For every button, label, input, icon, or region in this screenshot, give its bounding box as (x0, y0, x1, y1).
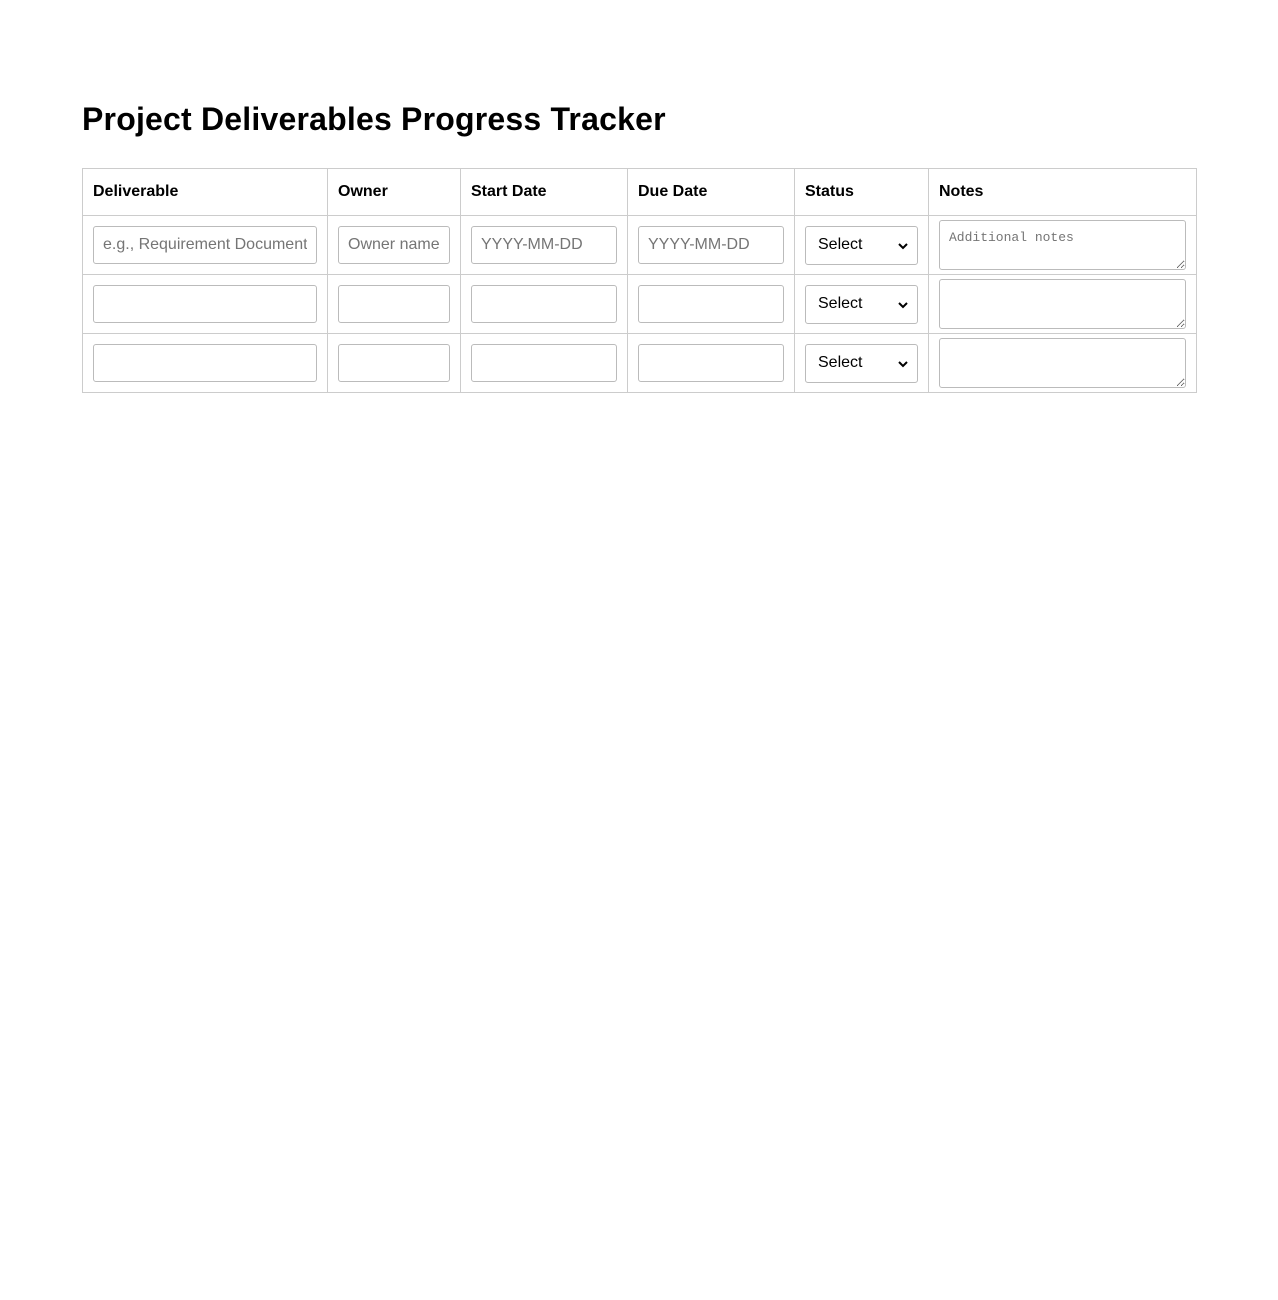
deliverable-cell (83, 216, 328, 275)
status-select-value: Select (818, 236, 863, 253)
column-header-owner: Owner (328, 169, 461, 216)
owner-cell (328, 216, 461, 275)
status-select[interactable] (805, 285, 918, 324)
start-date-input[interactable] (471, 344, 617, 382)
deliverable-cell (83, 334, 328, 393)
start-date-cell (461, 216, 628, 275)
deliverables-table (82, 168, 1197, 393)
column-header-due-date: Due Date (628, 169, 795, 216)
deliverable-cell (83, 275, 328, 334)
notes-textarea[interactable] (939, 338, 1186, 388)
due-date-cell (628, 216, 795, 275)
start-date-input[interactable] (471, 285, 617, 323)
status-select[interactable] (805, 226, 918, 265)
deliverable-input[interactable] (93, 226, 317, 264)
notes-cell (929, 216, 1197, 275)
status-cell (795, 275, 929, 334)
owner-input[interactable] (338, 285, 450, 323)
owner-input[interactable] (338, 226, 450, 264)
notes-cell (929, 334, 1197, 393)
table-row (83, 334, 1197, 393)
due-date-input[interactable] (638, 285, 784, 323)
deliverable-input[interactable] (93, 344, 317, 382)
page-title: Project Deliverables Progress Tracker (82, 101, 666, 137)
status-cell (795, 334, 929, 393)
status-cell (795, 216, 929, 275)
deliverable-input[interactable] (93, 285, 317, 323)
table-header-row (83, 169, 1197, 216)
owner-cell (328, 334, 461, 393)
chevron-down-icon (897, 239, 909, 251)
due-date-cell (628, 275, 795, 334)
owner-cell (328, 275, 461, 334)
start-date-cell (461, 334, 628, 393)
table-row (83, 216, 1197, 275)
start-date-cell (461, 275, 628, 334)
chevron-down-icon (897, 298, 909, 310)
column-header-status: Status (795, 169, 929, 216)
status-select[interactable] (805, 344, 918, 383)
column-header-start-date: Start Date (461, 169, 628, 216)
start-date-input[interactable] (471, 226, 617, 264)
status-select-value: Select (818, 354, 863, 371)
table-row (83, 275, 1197, 334)
notes-cell (929, 275, 1197, 334)
notes-textarea[interactable] (939, 279, 1186, 329)
due-date-input[interactable] (638, 344, 784, 382)
owner-input[interactable] (338, 344, 450, 382)
column-header-deliverable: Deliverable (83, 169, 328, 216)
chevron-down-icon (897, 357, 909, 369)
column-header-notes: Notes (929, 169, 1197, 216)
status-select-value: Select (818, 295, 863, 312)
due-date-cell (628, 334, 795, 393)
notes-textarea[interactable] (939, 220, 1186, 270)
due-date-input[interactable] (638, 226, 784, 264)
